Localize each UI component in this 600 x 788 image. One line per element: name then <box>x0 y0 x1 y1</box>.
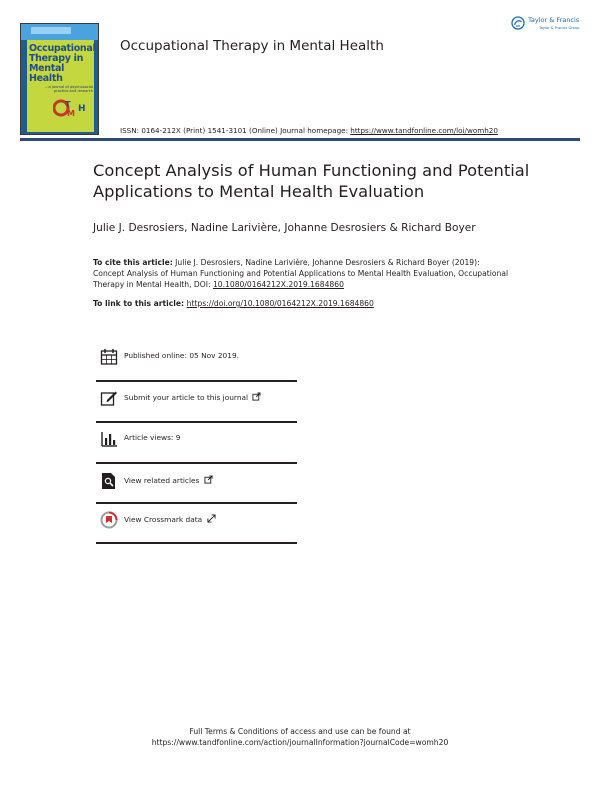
search-document-icon <box>100 472 118 490</box>
cover-title-line-2: Therapy in <box>29 53 84 64</box>
article-link-label: To link to this article: <box>93 299 187 308</box>
info-row-views <box>96 430 297 460</box>
cover-subtitle: ...a journal of psychosocial practice and research <box>45 85 93 94</box>
journal-title: Occupational Therapy in Mental Health <box>120 38 384 54</box>
cover-title-line-3: Mental Health <box>29 63 65 84</box>
related-articles-link[interactable] <box>124 475 213 485</box>
journal-homepage-link[interactable]: https://www.tandfonline.com/loi/womh20 <box>350 126 498 135</box>
published-online-label: Published online: 05 Nov 2019. <box>124 351 239 360</box>
cover-title-line-1: Occupational <box>29 43 96 54</box>
crossmark-icon <box>100 511 118 529</box>
svg-text:M: M <box>67 109 73 118</box>
divider <box>96 380 297 382</box>
otmh-logo-icon <box>53 98 89 118</box>
taylor-francis-logo-icon <box>511 16 525 30</box>
external-link-icon <box>252 392 261 401</box>
citation-block <box>93 257 513 290</box>
info-row-published <box>96 348 297 378</box>
cover-header-band <box>21 24 98 40</box>
related-articles-label: View related articles <box>124 476 200 485</box>
cover-title <box>29 43 96 84</box>
info-row-related[interactable] <box>96 472 297 502</box>
publisher-logo[interactable] <box>511 16 586 36</box>
issn-text: ISSN: 0164-212X (Print) 1541-3101 (Online) Journal homepage: <box>120 126 351 135</box>
cover-logo <box>53 98 89 121</box>
article-doi-url[interactable]: https://doi.org/10.1080/0164212X.2019.1684860 <box>186 299 374 308</box>
svg-text:T: T <box>65 100 69 109</box>
publisher-name: Taylor & Francis <box>528 16 580 24</box>
citation-doi-link[interactable]: 10.1080/0164212X.2019.1684860 <box>212 280 344 289</box>
calendar-icon <box>100 348 118 366</box>
crossmark-link[interactable] <box>124 514 216 524</box>
divider <box>96 502 297 504</box>
external-link-icon <box>204 475 213 484</box>
article-link-line <box>93 299 374 308</box>
edit-icon <box>100 389 118 407</box>
external-link-icon <box>207 514 216 523</box>
publisher-group: Taylor & Francis Group <box>539 26 580 30</box>
info-row-crossmark[interactable] <box>96 511 297 541</box>
divider <box>96 462 297 464</box>
article-title: Concept Analysis of Human Functioning and Potential Applications to Mental Health Evaluation <box>93 161 530 201</box>
bar-chart-icon <box>100 430 118 448</box>
header-rule <box>20 138 580 141</box>
crossmark-label: View Crossmark data <box>124 515 203 524</box>
divider <box>96 542 297 544</box>
article-views-label: Article views: 9 <box>124 433 181 442</box>
info-row-submit[interactable] <box>96 389 297 419</box>
submit-article-link[interactable] <box>124 392 261 402</box>
footer-terms-url[interactable]: https://www.tandfonline.com/action/journalInformation?journalCode=womh20 <box>151 738 449 747</box>
divider <box>96 421 297 423</box>
footer <box>0 726 600 748</box>
article-authors: Julie J. Desrosiers, Nadine Larivière, Johanne Desrosiers & Richard Boyer <box>93 222 476 234</box>
issn-line <box>120 126 498 135</box>
svg-text:H: H <box>78 104 84 114</box>
journal-cover <box>20 23 99 135</box>
citation-text: Julie J. Desrosiers, Nadine Larivière, Johanne Desrosiers & Richard Boyer (2019): Concept Analysis of Human Functioning and Potential Applications to Mental Health Evaluation, Occupational Therapy in Mental Health, DOI: <box>93 258 509 289</box>
submit-article-label: Submit your article to this journal <box>124 393 249 402</box>
footer-terms-text: Full Terms & Conditions of access and use can be found at <box>189 727 411 736</box>
citation-label: To cite this article: <box>93 258 173 267</box>
